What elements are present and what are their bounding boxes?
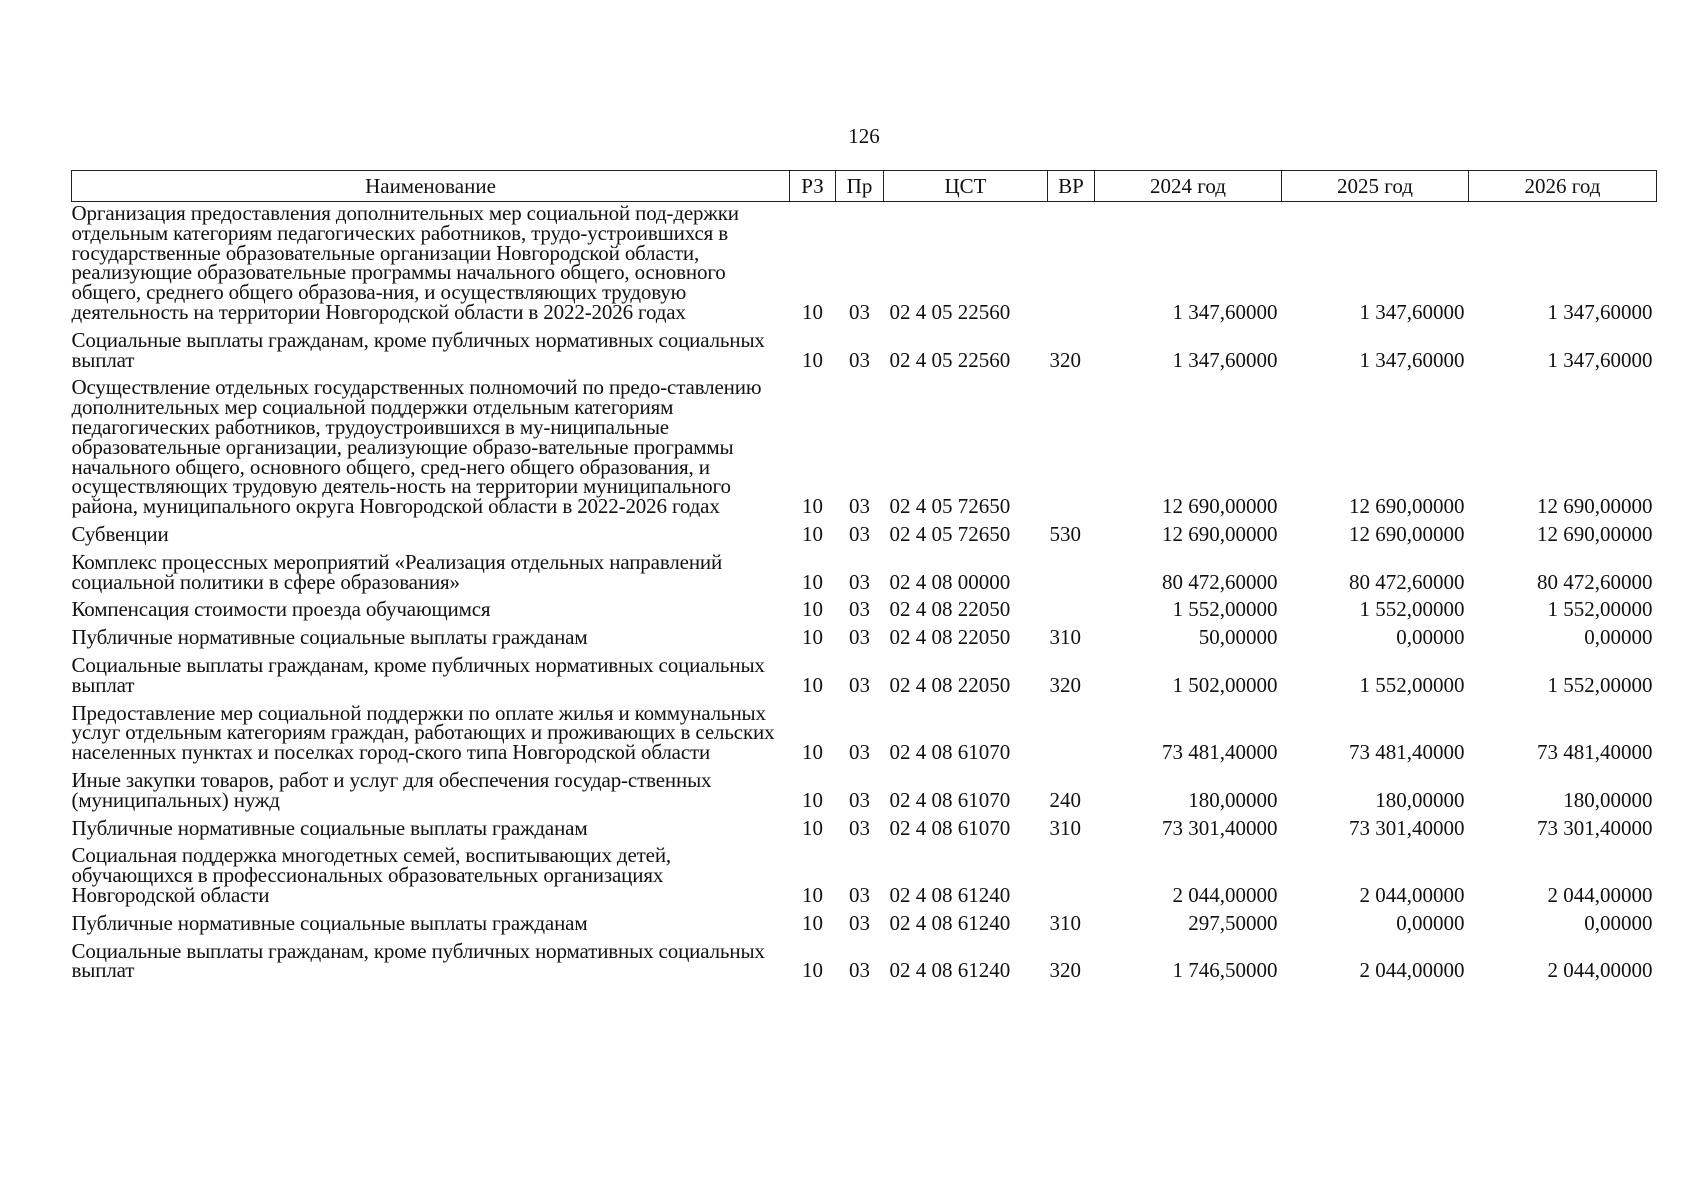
row-pr: 03 <box>849 787 870 812</box>
table-row <box>72 654 1657 702</box>
row-2025: 73 481,40000 <box>1349 740 1465 765</box>
row-vr: 530 <box>1049 521 1081 546</box>
row-2026: 180,00000 <box>1563 787 1653 812</box>
row-cst: 02 4 08 61240 <box>889 910 1011 935</box>
row-cst: 02 4 05 72650 <box>889 494 1011 519</box>
row-rz: 10 <box>802 597 823 622</box>
row-name: Организация предоставления дополнительных мер социальной под-держки отдельным категориям педагогических работников, трудо-устроившихся в государственные образовательные организации Новгородской области, реализующие образовательные программы начального общего, основного общего, среднего общего образова-ния, и осуществляющих трудовую деятельность на территории Новгородской области в 2022-2026 годах <box>71 201 739 324</box>
table-row <box>72 598 1657 626</box>
table-row <box>72 912 1657 940</box>
row-2024: 180,00000 <box>1188 787 1278 812</box>
row-vr: 320 <box>1049 958 1081 983</box>
row-pr: 03 <box>849 597 870 622</box>
row-2025: 1 347,60000 <box>1359 347 1465 372</box>
row-cst: 02 4 08 22050 <box>889 672 1011 697</box>
row-2025: 12 690,00000 <box>1349 521 1465 546</box>
table-body <box>72 202 1657 988</box>
row-name: Осуществление отдельных государственных полномочий по предо-ставлению дополнительных мер социальной поддержки отдельным категориям педагогических работников, трудоустроившихся в му-ниципальные образовательные организации, реализующие образо-вательные программы начального общего, основного общего, сред-него общего образования, и осуществляющих трудовую деятель-ность на территории муниципального района, муниципального округа Новгородской области в 2022-2026 годах <box>71 375 762 519</box>
row-2025: 1 347,60000 <box>1359 299 1465 324</box>
row-2025: 180,00000 <box>1375 787 1465 812</box>
row-2026: 80 472,60000 <box>1537 569 1653 594</box>
row-2025: 2 044,00000 <box>1359 958 1465 983</box>
row-rz: 10 <box>802 569 823 594</box>
header-2024: 2024 год <box>1095 171 1282 202</box>
row-vr: 320 <box>1049 347 1081 372</box>
row-2026: 0,00000 <box>1584 625 1653 650</box>
row-vr <box>1048 551 1095 599</box>
row-vr: 240 <box>1049 787 1081 812</box>
row-rz: 10 <box>802 910 823 935</box>
row-vr: 320 <box>1049 672 1081 697</box>
row-name: Комплекс процессных мероприятий «Реализация отдельных направлений социальной политики в сфере образования» <box>71 549 723 594</box>
row-pr: 03 <box>849 672 870 697</box>
table-row <box>72 376 1657 523</box>
page-number: 126 <box>848 124 880 148</box>
row-cst: 02 4 08 00000 <box>889 569 1011 594</box>
row-2024: 2 044,00000 <box>1172 882 1278 907</box>
row-pr: 03 <box>849 882 870 907</box>
row-rz: 10 <box>802 347 823 372</box>
row-2024: 1 347,60000 <box>1172 299 1278 324</box>
row-vr <box>1048 844 1095 911</box>
row-pr: 03 <box>849 958 870 983</box>
row-name: Предоставление мер социальной поддержки по оплате жилья и коммунальных услуг отдельным категориям граждан, работающих и проживающих в сельских населенных пунктах и поселках город-ского типа Новгородской области <box>71 700 775 765</box>
row-2025: 1 552,00000 <box>1359 597 1465 622</box>
row-2024: 1 746,50000 <box>1172 958 1278 983</box>
row-cst: 02 4 08 61070 <box>889 740 1011 765</box>
row-2024: 12 690,00000 <box>1162 521 1278 546</box>
row-2026: 1 347,60000 <box>1547 347 1653 372</box>
row-vr: 310 <box>1049 625 1081 650</box>
row-name: Социальные выплаты гражданам, кроме публичных нормативных социальных выплат <box>71 327 765 372</box>
row-2026: 2 044,00000 <box>1547 958 1653 983</box>
row-name: Публичные нормативные социальные выплаты гражданам <box>71 625 588 650</box>
row-2026: 73 481,40000 <box>1537 740 1653 765</box>
row-cst: 02 4 08 61070 <box>889 815 1011 840</box>
row-2024: 1 502,00000 <box>1172 672 1278 697</box>
row-2024: 12 690,00000 <box>1162 494 1278 519</box>
row-rz: 10 <box>802 740 823 765</box>
row-2026: 1 552,00000 <box>1547 597 1653 622</box>
row-name: Социальные выплаты гражданам, кроме публичных нормативных социальных выплат <box>71 938 765 983</box>
row-pr: 03 <box>849 521 870 546</box>
header-pr: Пр <box>836 171 884 202</box>
row-cst: 02 4 05 22560 <box>889 347 1011 372</box>
table-row <box>72 940 1657 988</box>
row-2025: 80 472,60000 <box>1349 569 1465 594</box>
row-cst: 02 4 08 22050 <box>889 597 1011 622</box>
row-name: Субвенции <box>71 521 169 546</box>
table-row <box>72 702 1657 769</box>
row-2024: 73 301,40000 <box>1162 815 1278 840</box>
row-name: Социальная поддержка многодетных семей, воспитывающих детей, обучающихся в профессиональных образовательных организациях Новгородской области <box>71 843 672 907</box>
row-2026: 0,00000 <box>1584 910 1653 935</box>
row-vr <box>1048 202 1095 329</box>
row-2025: 73 301,40000 <box>1349 815 1465 840</box>
row-name: Компенсация стоимости проезда обучающимся <box>71 597 491 622</box>
row-pr: 03 <box>849 569 870 594</box>
row-2025: 2 044,00000 <box>1359 882 1465 907</box>
row-name: Публичные нормативные социальные выплаты гражданам <box>71 910 588 935</box>
row-pr: 03 <box>849 740 870 765</box>
row-2025: 12 690,00000 <box>1349 494 1465 519</box>
table-row <box>72 769 1657 817</box>
header-2026: 2026 год <box>1469 171 1657 202</box>
row-cst: 02 4 08 61240 <box>889 882 1011 907</box>
row-2024: 73 481,40000 <box>1162 740 1278 765</box>
table-row <box>72 844 1657 911</box>
table-row <box>72 817 1657 845</box>
row-rz: 10 <box>802 299 823 324</box>
row-2024: 50,00000 <box>1198 625 1278 650</box>
row-pr: 03 <box>849 347 870 372</box>
table-header <box>72 171 1657 202</box>
header-vr: ВР <box>1048 171 1095 202</box>
table-row <box>72 523 1657 551</box>
row-2026: 1 552,00000 <box>1547 672 1653 697</box>
header-2025: 2025 год <box>1282 171 1469 202</box>
row-pr: 03 <box>849 625 870 650</box>
table-row <box>72 329 1657 377</box>
row-rz: 10 <box>802 958 823 983</box>
table-row <box>72 551 1657 599</box>
table-row <box>72 626 1657 654</box>
row-name: Публичные нормативные социальные выплаты гражданам <box>71 815 588 840</box>
row-name: Иные закупки товаров, работ и услуг для обеспечения государ-ственных (муниципальных) нужд <box>71 767 712 812</box>
row-rz: 10 <box>802 882 823 907</box>
row-rz: 10 <box>802 787 823 812</box>
row-vr: 310 <box>1049 815 1081 840</box>
row-2025: 1 552,00000 <box>1359 672 1465 697</box>
row-2026: 1 347,60000 <box>1547 299 1653 324</box>
row-2026: 12 690,00000 <box>1537 521 1653 546</box>
row-2026: 73 301,40000 <box>1537 815 1653 840</box>
row-pr: 03 <box>849 910 870 935</box>
row-cst: 02 4 05 22560 <box>889 299 1011 324</box>
row-vr <box>1048 702 1095 769</box>
row-pr: 03 <box>849 299 870 324</box>
row-2026: 12 690,00000 <box>1537 494 1653 519</box>
row-vr <box>1048 598 1095 626</box>
row-rz: 10 <box>802 672 823 697</box>
row-vr: 310 <box>1049 910 1081 935</box>
row-cst: 02 4 08 61070 <box>889 787 1011 812</box>
row-2024: 80 472,60000 <box>1162 569 1278 594</box>
row-rz: 10 <box>802 521 823 546</box>
row-2025: 0,00000 <box>1396 910 1465 935</box>
row-2024: 297,50000 <box>1188 910 1278 935</box>
header-cst: ЦСТ <box>884 171 1048 202</box>
row-cst: 02 4 08 61240 <box>889 958 1011 983</box>
header-rz: РЗ <box>790 171 836 202</box>
row-2024: 1 552,00000 <box>1172 597 1278 622</box>
row-rz: 10 <box>802 625 823 650</box>
row-2025: 0,00000 <box>1396 625 1465 650</box>
row-2026: 2 044,00000 <box>1547 882 1653 907</box>
header-name: Наименование <box>72 171 790 202</box>
budget-table <box>71 170 1657 987</box>
row-cst: 02 4 08 22050 <box>889 625 1011 650</box>
table-row <box>72 202 1657 329</box>
row-name: Социальные выплаты гражданам, кроме публичных нормативных социальных выплат <box>71 652 765 697</box>
row-cst: 02 4 05 72650 <box>889 521 1011 546</box>
row-pr: 03 <box>849 494 870 519</box>
row-rz: 10 <box>802 815 823 840</box>
row-rz: 10 <box>802 494 823 519</box>
row-pr: 03 <box>849 815 870 840</box>
row-2024: 1 347,60000 <box>1172 347 1278 372</box>
row-vr <box>1048 376 1095 523</box>
